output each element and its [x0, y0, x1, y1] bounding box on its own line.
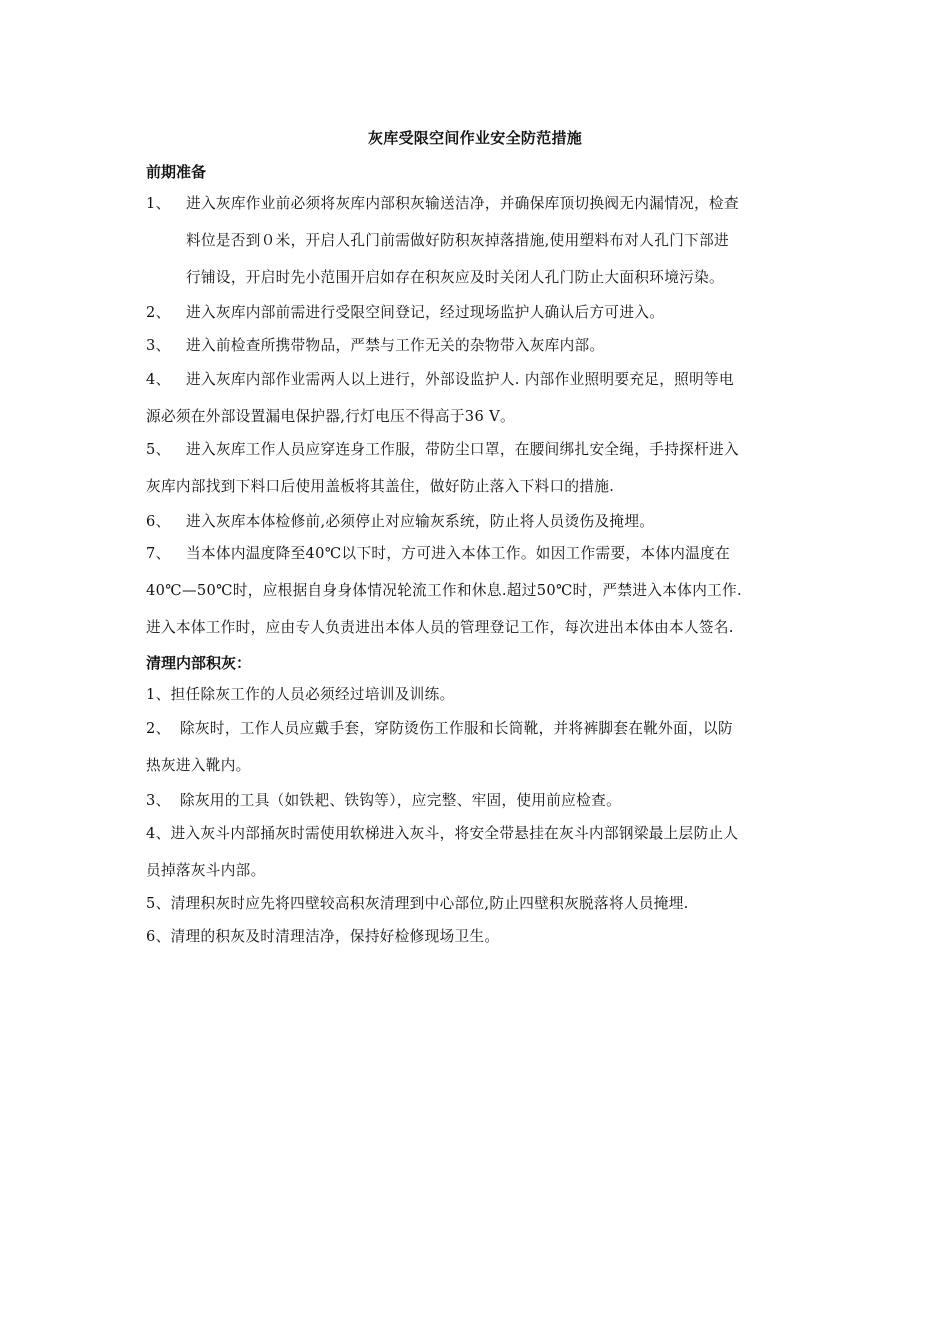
list-item [146, 885, 810, 922]
list-item-line: 源必须在外部设置漏电保护器,行灯电压不得高于36 V。 [146, 408, 515, 425]
list-item-line: 40℃—50℃时，应根据自身身体情况轮流工作和休息.超过50℃时，严禁进入本体内工作. [146, 582, 743, 599]
list-item-line [146, 535, 810, 572]
list-item [146, 782, 810, 819]
item-text: 进入灰库工作人员应穿连身工作服，带防尘口罩，在腰间绑扎安全绳，手持探杆进入 [186, 441, 739, 458]
item-text: 除灰时，工作人员应戴手套，穿防烫伤工作服和长筒靴，并将裤脚套在靴外面，以防 [180, 720, 733, 737]
list-item-line [146, 327, 810, 364]
section-heading-clearing: 清理内部积灰： [146, 654, 252, 672]
list-item-line [146, 294, 810, 331]
item-text: 进入灰库内部前需进行受限空间登记，经过现场监护人确认后方可进入。 [186, 304, 665, 321]
list-item [146, 676, 810, 713]
item-text: 进入灰库内部作业需两人以上进行，外部设监护人. 内部作业照明要充足，照明等电 [186, 371, 734, 388]
item-text: 当本体内温度降至40℃以下时，方可进入本体工作。如因工作需要，本体内温度在 [186, 545, 731, 562]
list-item-line: 行铺设，开启时先小范围开启如存在积灰应及时关闭人孔门防止大面积环境污染。 [186, 269, 724, 286]
item-text: 进入前检查所携带物品，严禁与工作无关的杂物带入灰库内部。 [186, 337, 605, 354]
list-item-line [146, 361, 810, 398]
list-item-line: 进入本体工作时，应由专人负责进出本体人员的管理登记工作，每次进出本体由本人签名. [146, 619, 734, 636]
list-item [146, 431, 810, 505]
list-item [146, 361, 810, 435]
section-heading-preparation: 前期准备 [146, 163, 207, 181]
list-item [146, 918, 810, 955]
list-item [146, 815, 810, 889]
document-title: 灰库受限空间作业安全防范措施 [367, 129, 583, 147]
item-text: 除灰用的工具（如铁耙、铁钩等），应完整、牢固，使用前应检查。 [180, 792, 622, 809]
list-item [146, 185, 810, 296]
item-text: 进入灰库作业前必须将灰库内部积灰输送洁净，并确保库顶切换阀无内漏情况，检查 [186, 195, 739, 212]
list-item-line [146, 710, 810, 747]
list-item-line: 热灰进入靴内。 [146, 757, 251, 774]
list-item-line: 料位是否到０米，开启人孔门前需做好防积灰掉落措施,使用塑料布对人孔门下部进 [186, 232, 729, 249]
list-item [146, 327, 810, 364]
list-item [146, 535, 810, 646]
item-number: 1、 [146, 195, 171, 212]
list-item-line [146, 431, 810, 468]
item-number: 2、 [146, 304, 171, 321]
item-number: 5、 [146, 441, 171, 458]
list-item-line: 1、担任除灰工作的人员必须经过培训及训练。 [146, 686, 455, 703]
item-number: 6、 [146, 513, 171, 530]
list-item-line: 灰库内部找到下料口后使用盖板将其盖住，做好防止落入下料口的措施. [146, 478, 615, 495]
item-number: 7、 [146, 545, 171, 562]
list-item [146, 294, 810, 331]
item-text: 进入灰库本体检修前,必须停止对应输灰系统，防止将人员烫伤及掩埋。 [186, 513, 655, 530]
list-item-line: 4、进入灰斗内部捅灰时需使用软梯进入灰斗，将安全带悬挂在灰斗内部钢梁最上层防止人 [146, 825, 739, 842]
item-number: 3、 [146, 337, 171, 354]
list-item-line: 5、清理积灰时应先将四壁较高积灰清理到中心部位,防止四壁积灰脱落将人员掩埋. [146, 895, 689, 912]
list-item-line: 员掉落灰斗内部。 [146, 862, 266, 879]
item-number: 4、 [146, 371, 171, 388]
list-item [146, 710, 810, 784]
item-number: 2、 [146, 720, 171, 737]
item-number: 3、 [146, 792, 171, 809]
list-item-line [146, 782, 810, 819]
list-item-line: 6、清理的积灰及时清理洁净，保持好检修现场卫生。 [146, 928, 500, 945]
list-item-line [146, 185, 810, 222]
